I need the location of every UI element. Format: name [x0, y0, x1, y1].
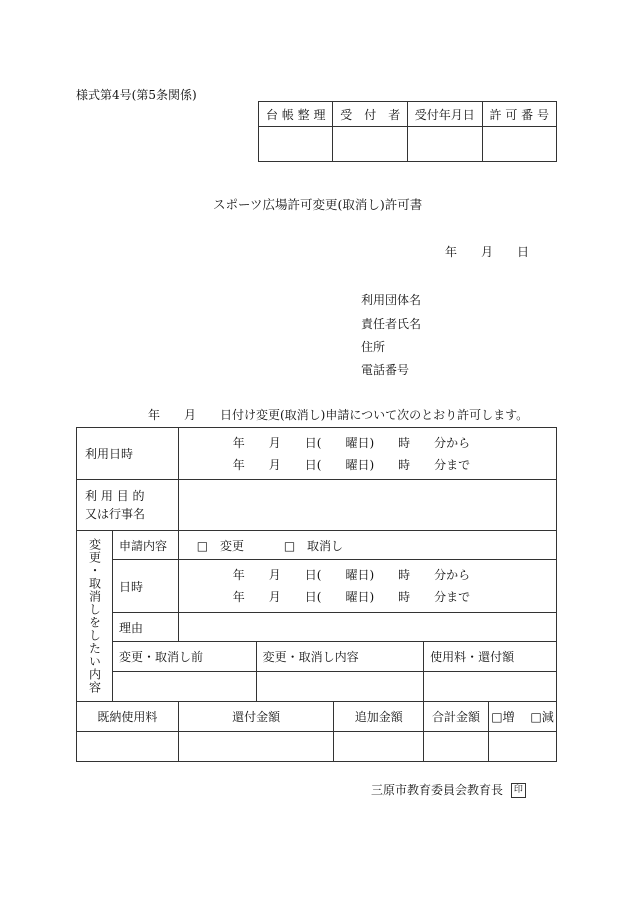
reason-label: 理由: [112, 613, 178, 642]
decrease-label: 減: [541, 710, 554, 724]
purpose-label-line1: 利 用 目 的: [85, 489, 145, 503]
additional-amount-header: 追加金額: [334, 702, 424, 732]
receipt-date-cell[interactable]: [408, 127, 482, 162]
seal-mark: 印: [511, 783, 526, 798]
increase-label: 増: [502, 710, 515, 724]
paid-fee-header: 既納使用料: [77, 702, 179, 732]
usage-datetime-label: 利用日時: [77, 428, 179, 480]
refund-amount-header: 還付金額: [178, 702, 334, 732]
change-section-label: 変更・取消しをしたい内容: [87, 538, 102, 694]
increase-checkbox[interactable]: □: [491, 710, 503, 724]
before-change-header: 変更・取消し前: [112, 642, 256, 672]
purpose-label: [77, 480, 179, 531]
change-section-label-cell: [77, 531, 113, 702]
fee-refund-header: 使用料・還付額: [424, 642, 557, 672]
permit-number-cell[interactable]: [482, 127, 557, 162]
intro-sentence: 年 月 日付け変更(取消し)申請について次のとおり許可します。: [148, 408, 529, 422]
change-datetime-cell[interactable]: [178, 560, 556, 613]
address-label: 住所: [361, 340, 386, 354]
header-receiver: 受 付 者: [333, 102, 408, 127]
change-content-header: 変更・取消し内容: [256, 642, 424, 672]
form-code: 様式第4号(第5条関係): [76, 88, 197, 102]
reason-cell[interactable]: [178, 613, 556, 642]
usage-datetime-cell[interactable]: [178, 428, 556, 480]
usage-datetime-from: 年 月 日( 曜日) 時 分から: [232, 435, 471, 450]
org-name-label: 利用団体名: [361, 293, 422, 307]
refund-amount-cell[interactable]: [178, 732, 334, 762]
header-ledger: 台 帳 整 理: [259, 102, 333, 127]
fee-refund-cell[interactable]: [424, 672, 557, 702]
header-permit-number: 許 可 番 号: [482, 102, 557, 127]
change-option-label: 変更: [219, 538, 244, 553]
header-receipt-date: 受付年月日: [408, 102, 482, 127]
request-content-label: 申請内容: [112, 531, 178, 560]
change-checkbox[interactable]: □: [196, 538, 209, 553]
issue-date: 年 月 日: [445, 245, 530, 259]
ledger-cell[interactable]: [259, 127, 333, 162]
usage-datetime-to: 年 月 日( 曜日) 時 分まで: [232, 457, 471, 472]
representative-label: 責任者氏名: [361, 317, 422, 331]
cancel-checkbox[interactable]: □: [283, 538, 296, 553]
additional-amount-cell[interactable]: [334, 732, 424, 762]
issuer-block: [371, 781, 526, 798]
request-content-cell: [178, 531, 556, 560]
decrease-checkbox[interactable]: □: [530, 710, 542, 724]
purpose-label-line2: 又は行事名: [85, 507, 146, 521]
change-content-cell[interactable]: [256, 672, 424, 702]
paid-fee-cell[interactable]: [77, 732, 179, 762]
before-change-cell[interactable]: [112, 672, 256, 702]
permit-form-table: [76, 427, 557, 762]
document-title: スポーツ広場許可変更(取消し)許可書: [213, 197, 423, 212]
change-datetime-from: 年 月 日( 曜日) 時 分から: [232, 568, 471, 582]
change-datetime-label: 日時: [112, 560, 178, 613]
issuer-name: 三原市教育委員会教育長: [371, 783, 504, 797]
total-amount-cell[interactable]: [424, 732, 489, 762]
cancel-option-label: 取消し: [306, 538, 343, 553]
change-datetime-to: 年 月 日( 曜日) 時 分まで: [232, 590, 471, 604]
purpose-cell[interactable]: [178, 480, 556, 531]
receiver-cell[interactable]: [333, 127, 408, 162]
phone-label: 電話番号: [361, 363, 410, 377]
increase-decrease-value-cell[interactable]: [488, 732, 556, 762]
total-amount-header: 合計金額: [424, 702, 489, 732]
office-use-table: [258, 101, 557, 162]
increase-decrease-cell: [488, 702, 556, 732]
